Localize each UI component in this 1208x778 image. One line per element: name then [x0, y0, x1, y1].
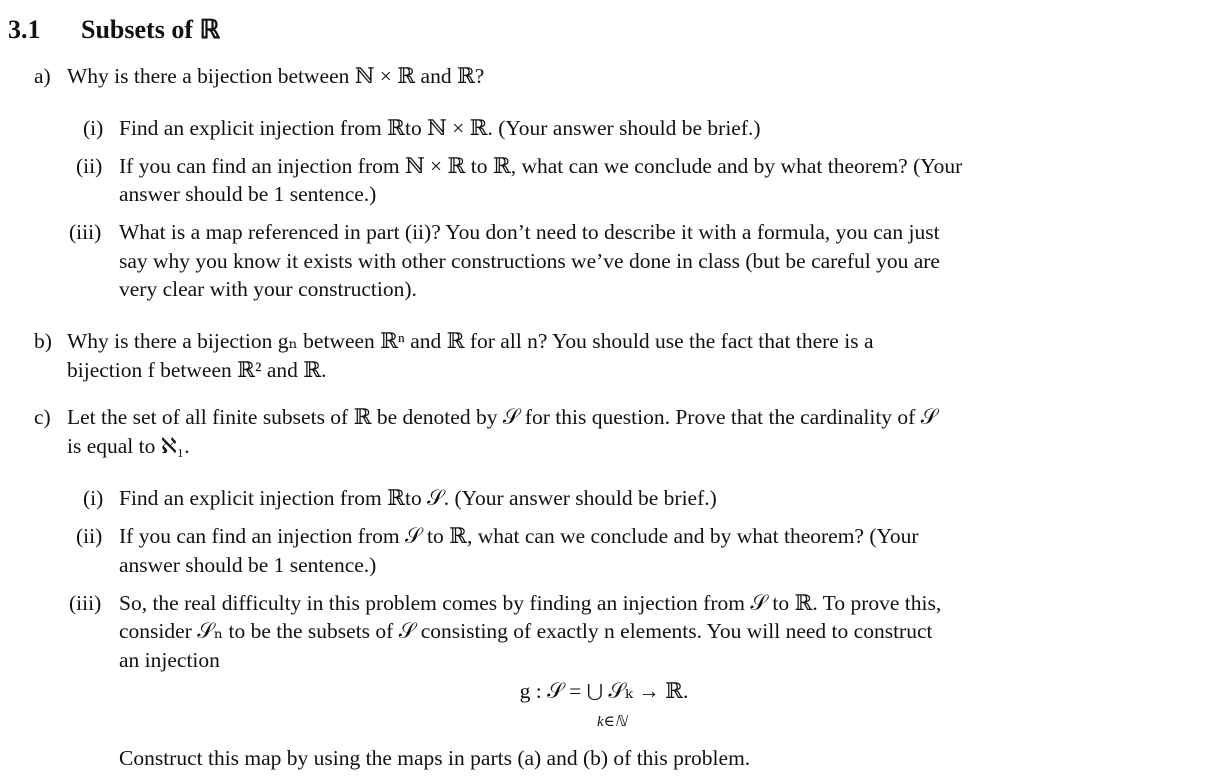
part-a-label: a)	[34, 64, 51, 88]
part-c-iii-label: (iii)	[69, 591, 102, 615]
section-heading	[8, 14, 220, 46]
part-c-ii-label: (ii)	[76, 524, 103, 548]
section-number: 3.1	[8, 15, 41, 44]
part-c-i-label: (i)	[83, 486, 104, 510]
part-a-i-line-1: Find an explicit injection from ℝto ℕ × ℝ. (Your answer should be brief.)	[119, 116, 761, 140]
part-c-line-2: is equal to ℵ₁.	[67, 434, 190, 458]
part-a-iii-label: (iii)	[69, 220, 102, 244]
part-a-question: Why is there a bijection between ℕ × ℝ and ℝ?	[67, 64, 485, 88]
part-b-line-2: bijection f between ℝ² and ℝ.	[67, 358, 327, 382]
part-c-i-line-1: Find an explicit injection from ℝto 𝒮. (Your answer should be brief.)	[119, 486, 717, 510]
section-title: Subsets of ℝ	[81, 15, 221, 44]
part-c-ii-line-1: If you can find an injection from 𝒮 to ℝ, what can we conclude and by what theorem? (Your	[119, 524, 919, 548]
part-a-iii-line-2: say why you know it exists with other constructions we’ve done in class (but be careful you are	[119, 249, 940, 273]
display-equation: g : 𝒮 = ⋃ 𝒮ₖ → ℝ.	[519, 679, 689, 703]
part-a-iii-line-3: very clear with your construction).	[119, 277, 417, 301]
part-c-iii-line-3: an injection	[119, 648, 220, 672]
part-a-ii-label: (ii)	[76, 154, 103, 178]
part-c-line-1: Let the set of all finite subsets of ℝ be denoted by 𝒮 for this question. Prove that the cardinality of 𝒮	[67, 405, 938, 429]
part-c-closing: Construct this map by using the maps in parts (a) and (b) of this problem.	[119, 746, 751, 770]
part-c-label: c)	[34, 405, 51, 429]
part-a-ii-line-1: If you can find an injection from ℕ × ℝ to ℝ, what can we conclude and by what theorem? (Your	[119, 154, 963, 178]
part-c-iii-line-2: consider 𝒮ₙ to be the subsets of 𝒮 consisting of exactly n elements. You will need to construct	[119, 619, 933, 643]
part-a-iii-line-1: What is a map referenced in part (ii)? You don’t need to describe it with a formula, you can just	[119, 220, 940, 244]
part-b-line-1: Why is there a bijection gₙ between ℝⁿ and ℝ for all n? You should use the fact that there is a	[67, 329, 874, 353]
part-c-iii-line-1: So, the real difficulty in this problem comes by finding an injection from 𝒮 to ℝ. To prove this,	[119, 591, 942, 615]
part-b-label: b)	[34, 329, 52, 353]
part-a-i-label: (i)	[83, 116, 104, 140]
part-a-ii-line-2: answer should be 1 sentence.)	[119, 182, 377, 206]
display-equation-subscript: k∈ℕ	[597, 714, 627, 730]
part-c-ii-line-2: answer should be 1 sentence.)	[119, 553, 377, 577]
